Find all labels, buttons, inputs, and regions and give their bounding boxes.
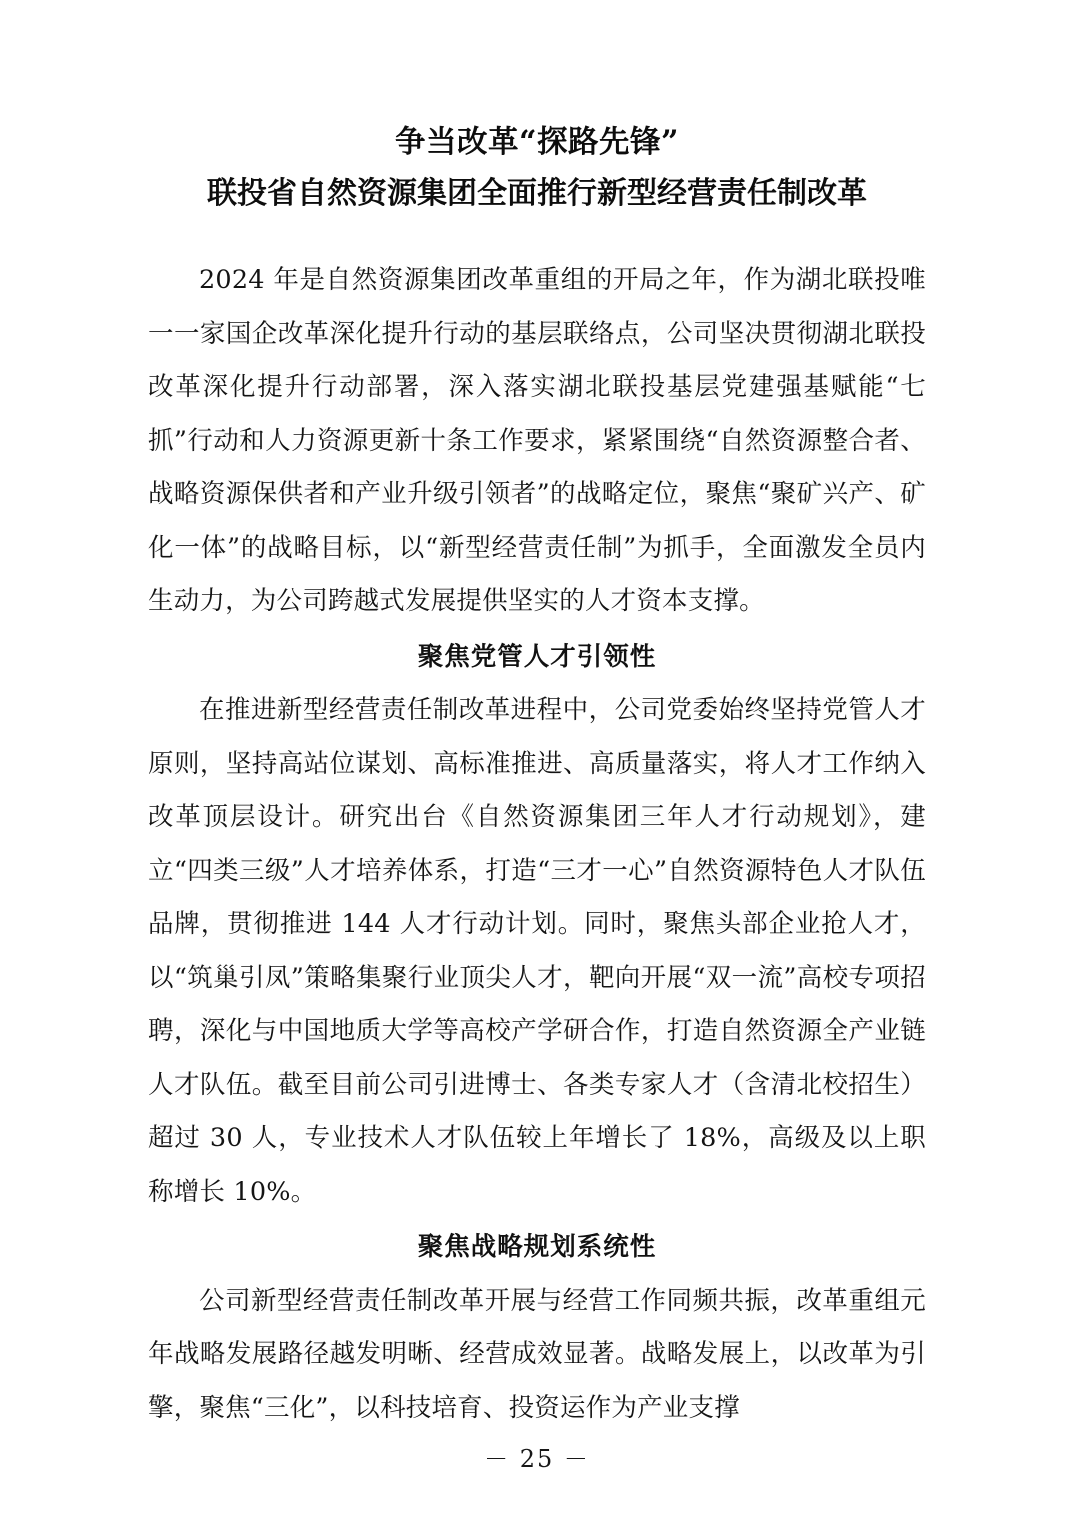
paragraph-3: 公司新型经营责任制改革开展与经营工作同频共振，改革重组元年战略发展路径越发明晰、经营成效显著。战略发展上，以改革为引擎，聚焦“三化”，以科技培育、投资运作为产业支撑 xyxy=(148,1285,926,1423)
title-line-2: 联投省自然资源集团全面推行新型经营责任制改革 xyxy=(207,176,867,211)
document-title xyxy=(148,116,926,220)
paragraph-1: 2024 年是自然资源集团改革重组的开局之年，作为湖北联投唯一一家国企改革深化提升行动的基层联络点，公司坚决贯彻湖北联投改革深化提升行动部署，深入落实湖北联投基层党建强基赋能“七抓”行动和人力资源更新十条工作要求，紧紧围绕“自然资源整合者、战略资源保供者和产业升级引领者”的战略定位，聚焦“聚矿兴产、矿化一体”的战略目标，以“新型经营责任制”为抓手，全面激发全员内生动力，为公司跨越式发展提供坚实的人才资本支撑。 xyxy=(148,265,926,616)
paragraph-2: 在推进新型经营责任制改革进程中，公司党委始终坚持党管人才原则，坚持高站位谋划、高标准推进、高质量落实，将人才工作纳入改革顶层设计。研究出台《自然资源集团三年人才行动规划》，建立“四类三级”人才培养体系，打造“三才一心”自然资源特色人才队伍品牌，贯彻推进 144 人才行动计划。同时，聚焦头部企业抢人才，以“筑巢引凤”策略集聚行业顶尖人才，靶向开展“双一流”高校专项招聘，深化与中国地质大学等高校产学研合作，打造自然资源全产业链人才队伍。截至目前公司引进博士、各类专家人才（含清北校招生）超过 30 人，专业技术人才队伍较上年增长了 18%，高级及以上职称增长 10%。 xyxy=(148,695,926,1207)
title-line-1: 争当改革“探路先锋” xyxy=(394,124,680,160)
section-heading-2: 聚焦战略规划系统性 xyxy=(417,1232,657,1262)
page-number: － 25 － xyxy=(484,1445,590,1473)
section-heading-1: 聚焦党管人才引领性 xyxy=(417,641,657,672)
